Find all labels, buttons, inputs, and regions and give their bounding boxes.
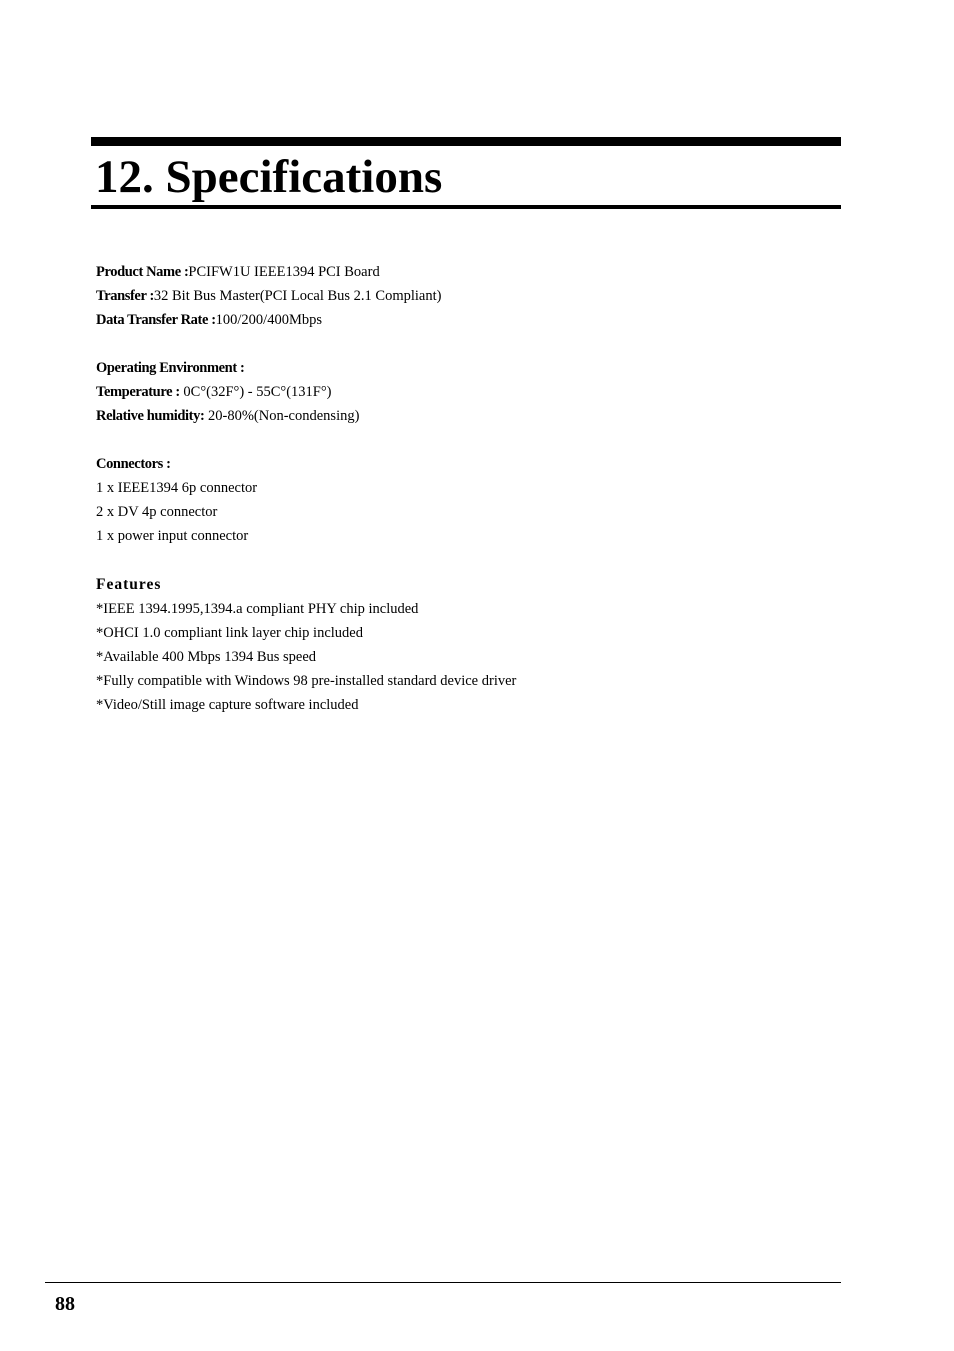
feature-item: *Available 400 Mbps 1394 Bus speed (96, 649, 317, 665)
feature-item: *IEEE 1394.1995,1394.a compliant PHY chip included (96, 601, 419, 617)
title-bottom-rule (91, 205, 841, 209)
page-number: 88 (55, 1293, 75, 1315)
specifications-body (96, 260, 796, 717)
data-rate-label: Data Transfer Rate : (96, 312, 216, 328)
footer-rule (45, 1282, 841, 1283)
product-name-value: PCIFW1U IEEE1394 PCI Board (188, 264, 380, 280)
product-name-row (96, 260, 796, 284)
environment-heading: Operating Environment : (96, 360, 245, 376)
humidity-value: 20-80%(Non-condensing) (204, 408, 360, 424)
humidity-row (96, 404, 796, 428)
data-rate-value: 100/200/400Mbps (215, 312, 322, 328)
transfer-row (96, 284, 796, 308)
connector-item: 1 x power input connector (96, 528, 249, 544)
connector-item: 2 x DV 4p connector (96, 504, 218, 520)
title-top-rule (91, 137, 841, 146)
temperature-row (96, 380, 796, 404)
temperature-label: Temperature : (96, 384, 180, 400)
connectors-heading: Connectors : (96, 456, 171, 472)
feature-item: *Video/Still image capture software included (96, 697, 359, 713)
transfer-label: Transfer : (96, 288, 154, 304)
spacer (96, 332, 796, 356)
data-rate-row (96, 308, 796, 332)
spacer (96, 428, 796, 452)
environment-heading-row (96, 356, 796, 380)
feature-item: *Fully compatible with Windows 98 pre-installed standard device driver (96, 673, 517, 689)
page-title: 12. Specifications (95, 151, 443, 203)
connectors-heading-row (96, 452, 796, 476)
features-heading: Features (96, 576, 162, 593)
humidity-label: Relative humidity: (96, 408, 205, 424)
product-name-label: Product Name : (96, 264, 189, 280)
connector-item: 1 x IEEE1394 6p connector (96, 480, 258, 496)
temperature-value: 0C°(32F°) - 55C°(131F°) (179, 384, 332, 400)
spacer (96, 548, 796, 572)
feature-item: *OHCI 1.0 compliant link layer chip included (96, 625, 363, 641)
transfer-value: 32 Bit Bus Master(PCI Local Bus 2.1 Compliant) (153, 288, 442, 304)
